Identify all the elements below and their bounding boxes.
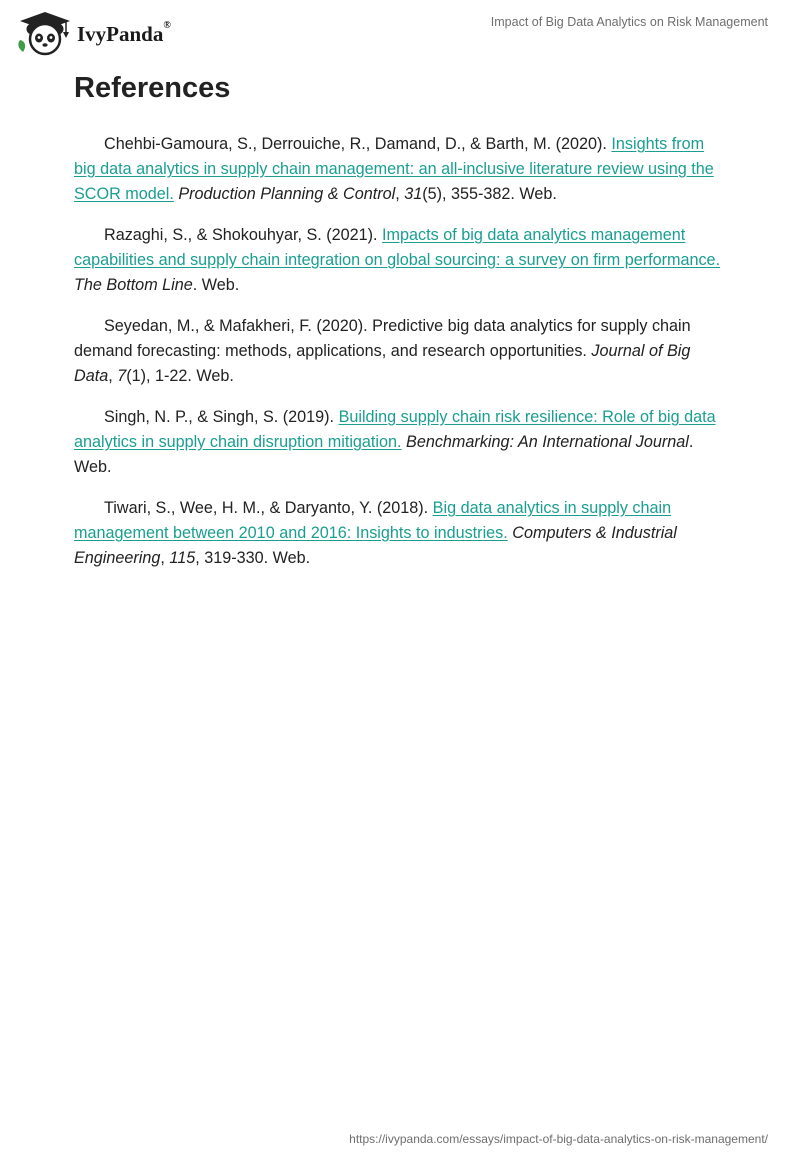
references-list [74,132,726,587]
footer-url[interactable]: https://ivypanda.com/essays/impact-of-big-data-analytics-on-risk-management/ [349,1132,768,1146]
reference-item [74,405,726,480]
reference-authors: Singh, N. P., & Singh, S. (2019). [104,408,339,426]
reference-details: (1), 1-22. Web. [126,367,234,385]
reference-link[interactable]: Building supply chain risk resilience: Role of big data analytics in supply chain disruption mitigation. [74,408,716,451]
reference-link[interactable]: Big data analytics in supply chain management between 2010 and 2016: Insights to industries. [74,499,672,542]
document-title: Impact of Big Data Analytics on Risk Management [490,15,768,29]
reference-journal: Journal of Big Data [74,342,691,385]
reference-volume: 7 [117,367,127,385]
reference-volume: 115 [169,549,196,567]
reference-details: , 319-330. Web. [195,549,311,567]
reference-authors: Razaghi, S., & Shokouhyar, S. (2021). [104,226,383,244]
reference-details: (5), 355-382. Web. [422,185,557,203]
reference-link[interactable]: Insights from big data analytics in supply chain management: an all-inclusive literature review using the SCOR model. [74,135,714,203]
reference-volume: 31 [404,185,423,203]
panda-graduate-logo-icon [16,10,74,56]
reference-authors: Seyedan, M., & Mafakheri, F. (2020). Predictive big data analytics for supply chain demand forecasting: methods, applications, and research opportunities. [74,317,691,360]
reference-item [74,223,726,298]
brand-name: IvyPanda® [77,19,171,46]
reference-journal: Production Planning & Control [178,185,396,203]
reference-authors: Chehbi-Gamoura, S., Derrouiche, R., Damand, D., & Barth, M. (2020). [104,135,612,153]
reference-authors: Tiwari, S., Wee, H. M., & Daryanto, Y. (2018). [104,499,433,517]
ivypanda-logo[interactable] [16,10,171,56]
reference-item: Tiwari, S., Wee, H. M., & Daryanto, Y. (2018). Big data analytics in supply chain management between 2010 and 2016: Insights to industries. Computers & Industrial Engineering, 115, 319-330. Web. [74,499,677,567]
reference-journal: Benchmarking: An International Journal [406,433,689,451]
reference-link[interactable]: Impacts of big data analytics management capabilities and supply chain integration on global sourcing: a survey on firm performance. [74,226,721,269]
reference-details: . Web. [192,276,240,294]
reference-item: Chehbi-Gamoura, S., Derrouiche, R., Damand, D., & Barth, M. (2020). Insights from big data analytics in supply chain management: an all-inclusive literature review using the SCOR model. Production Planning & Control, 31(5), 355-382. Web. [74,135,714,203]
reference-journal: The Bottom Line [74,276,193,294]
reference-details: . Web. [74,433,694,476]
page-title: References [74,72,231,104]
reference-item: Seyedan, M., & Mafakheri, F. (2020). Predictive big data analytics for supply chain demand forecasting: methods, applications, and research opportunities. Journal of Big Data, 7(1), 1-22. Web. [74,317,691,385]
reference-journal: Computers & Industrial Engineering [74,524,677,567]
